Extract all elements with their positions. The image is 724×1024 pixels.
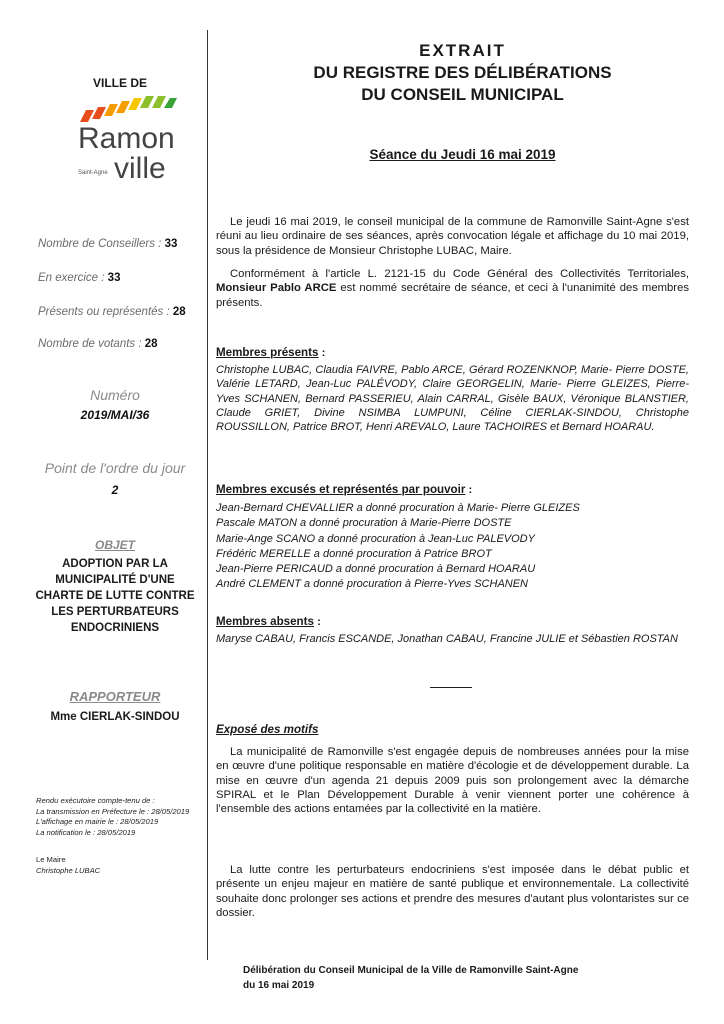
city-label: VILLE DE bbox=[92, 76, 147, 90]
logo-stripe bbox=[164, 98, 177, 108]
numero-label: Numéro bbox=[90, 387, 140, 403]
logo-saint-agne: Saint-Agne bbox=[78, 170, 108, 176]
membres-absents-heading: Membres absents : bbox=[216, 615, 321, 628]
logo-stripe bbox=[128, 98, 142, 110]
ramonville-logo bbox=[78, 96, 178, 186]
execution-notes: Rendu exécutoire compte-tenu de : La transmission en Préfecture le : 28/05/2019 L'affichage en mairie le : 28/05/2019 La notification le : 28/05/2019 bbox=[36, 796, 190, 837]
procuration-item: Frédéric MERELLE a donné procuration à Patrice BROT bbox=[216, 547, 492, 560]
rapporteur-value: Mme CIERLAK-SINDOU bbox=[50, 711, 180, 723]
procuration-item: Jean-Bernard CHEVALLIER a donné procuration à Marie- Pierre GLEIZES bbox=[216, 502, 580, 514]
logo-stripe bbox=[92, 107, 106, 119]
procuration-item: Jean-Pierre PERICAUD a donné procuration à Bernard HOARAU bbox=[216, 563, 536, 576]
doc-title-line1: EXTRAIT bbox=[419, 41, 506, 60]
procuration-item: Pascale MATON a donné procuration à Marie-Pierre DOSTE bbox=[216, 517, 512, 530]
intro-paragraph: Le jeudi 16 mai 2019, le conseil municipal de la commune de Ramonville Saint-Agne s'est réuni au lieu ordinaire de ses séances, après convocation légale et affichage du 10 mai 2019, sous la présidence de Monsieur Christophe LUBAC, Maire. bbox=[216, 216, 689, 257]
section-divider bbox=[430, 687, 472, 688]
page-footer: Délibération du Conseil Municipal de la Ville de Ramonville Saint-Agne du 16 mai 2019 bbox=[243, 965, 579, 991]
rapporteur-label: RAPPORTEUR bbox=[69, 689, 161, 704]
expose-paragraph-2: La lutte contre les perturbateurs endocriniens s'est imposée dans le débat public et présente un enjeu majeur en matière de santé publique et environnementale. La collectivité souhaite donc prolonger ses actions et prendre des mesures d'autant plus volontaristes sur ce dossier. bbox=[216, 864, 689, 919]
objet-text: ADOPTION PAR LA MUNICIPALITÉ D'UNE CHARTE DE LUTTE CONTRE LES PERTURBATEURS ENDOCRINIENS bbox=[35, 558, 195, 634]
maire-signature: Le Maire Christophe LUBAC bbox=[36, 855, 101, 875]
numero-value: 2019/MAI/36 bbox=[80, 408, 150, 422]
stat-votants: Nombre de votants : 28 bbox=[38, 338, 158, 350]
membres-presents-heading: Membres présents : bbox=[216, 346, 326, 359]
logo-stripe bbox=[152, 96, 166, 108]
membres-presents-list: Christophe LUBAC, Claudia FAIVRE, Pablo ARCE, Gérard ROZENKNOP, Marie- Pierre DOSTE, Valérie LETARD, Jean-Luc PALÉVODY, Claire GEORGELIN, Marie- Pierre GLEIZES, Pierre- Yves SCHANEN, Bernard PASSERIEU, Alain CARRAL, Gisèle BAUX, Véronique BLANSTIER, Claude GRIET, Divine NSIMBA LUMPUNI, Céline CIERLAK-SINDOU, Christophe ROUSSILLON, Patrice BROT, Henri AREVALO, Laure TACHOIRES et Bernard HOARAU. bbox=[216, 364, 689, 434]
stat-conseillers: Nombre de Conseillers : 33 bbox=[38, 238, 178, 250]
logo-stripe bbox=[116, 101, 130, 113]
membres-absents-list: Maryse CABAU, Francis ESCANDE, Jonathan CABAU, Francine JULIE et Sébastien ROSTAN bbox=[216, 633, 678, 645]
logo-stripe bbox=[140, 96, 154, 108]
logo-stripe bbox=[80, 110, 94, 122]
seance-date: Séance du Jeudi 16 mai 2019 bbox=[369, 147, 556, 162]
stat-exercice: En exercice : 33 bbox=[38, 272, 121, 284]
doc-title-line3: DU CONSEIL MUNICIPAL bbox=[361, 85, 564, 104]
expose-heading: Exposé des motifs bbox=[216, 723, 319, 736]
membres-excuses-heading: Membres excusés et représentés par pouvoir : bbox=[216, 483, 473, 496]
secretary-paragraph: Conformément à l'article L. 2121-15 du Code Général des Collectivités Territoriales, Monsieur Pablo ARCE est nommé secrétaire de séance, et ceci à l'unanimité des membres présents. bbox=[216, 268, 690, 309]
doc-title-line2: DU REGISTRE DES DÉLIBÉRATIONS bbox=[313, 63, 612, 82]
column-divider bbox=[207, 30, 208, 960]
ordre-du-jour-value: 2 bbox=[111, 483, 119, 497]
stat-presents: Présents ou représentés : 28 bbox=[38, 306, 186, 318]
expose-paragraph-1: La municipalité de Ramonville s'est engagée depuis de nombreuses années pour la mise en œuvre d'une politique responsable en matière d'écologie et de développement durable. La mise en œuvre d'un agenda 21 depuis 2009 puis son prolongement avec la démarche SPIRAL et le Plan Développement Durable à venir viennent porter une cohérence à l'ensemble des actions entamées par la collectivité en la matière. bbox=[216, 746, 689, 816]
logo-stripe bbox=[104, 104, 118, 116]
logo-word-ville: ville bbox=[114, 152, 166, 185]
ordre-du-jour-label: Point de l'ordre du jour bbox=[44, 460, 186, 476]
procuration-item: Marie-Ange SCANO a donné procuration à Jean-Luc PALEVODY bbox=[216, 532, 535, 545]
objet-label: OBJET bbox=[94, 538, 135, 552]
logo-word-ramon: Ramon bbox=[78, 122, 175, 155]
procurations-list bbox=[216, 501, 689, 593]
procuration-item: André CLEMENT a donné procuration à Pierre-Yves SCHANEN bbox=[216, 578, 529, 591]
